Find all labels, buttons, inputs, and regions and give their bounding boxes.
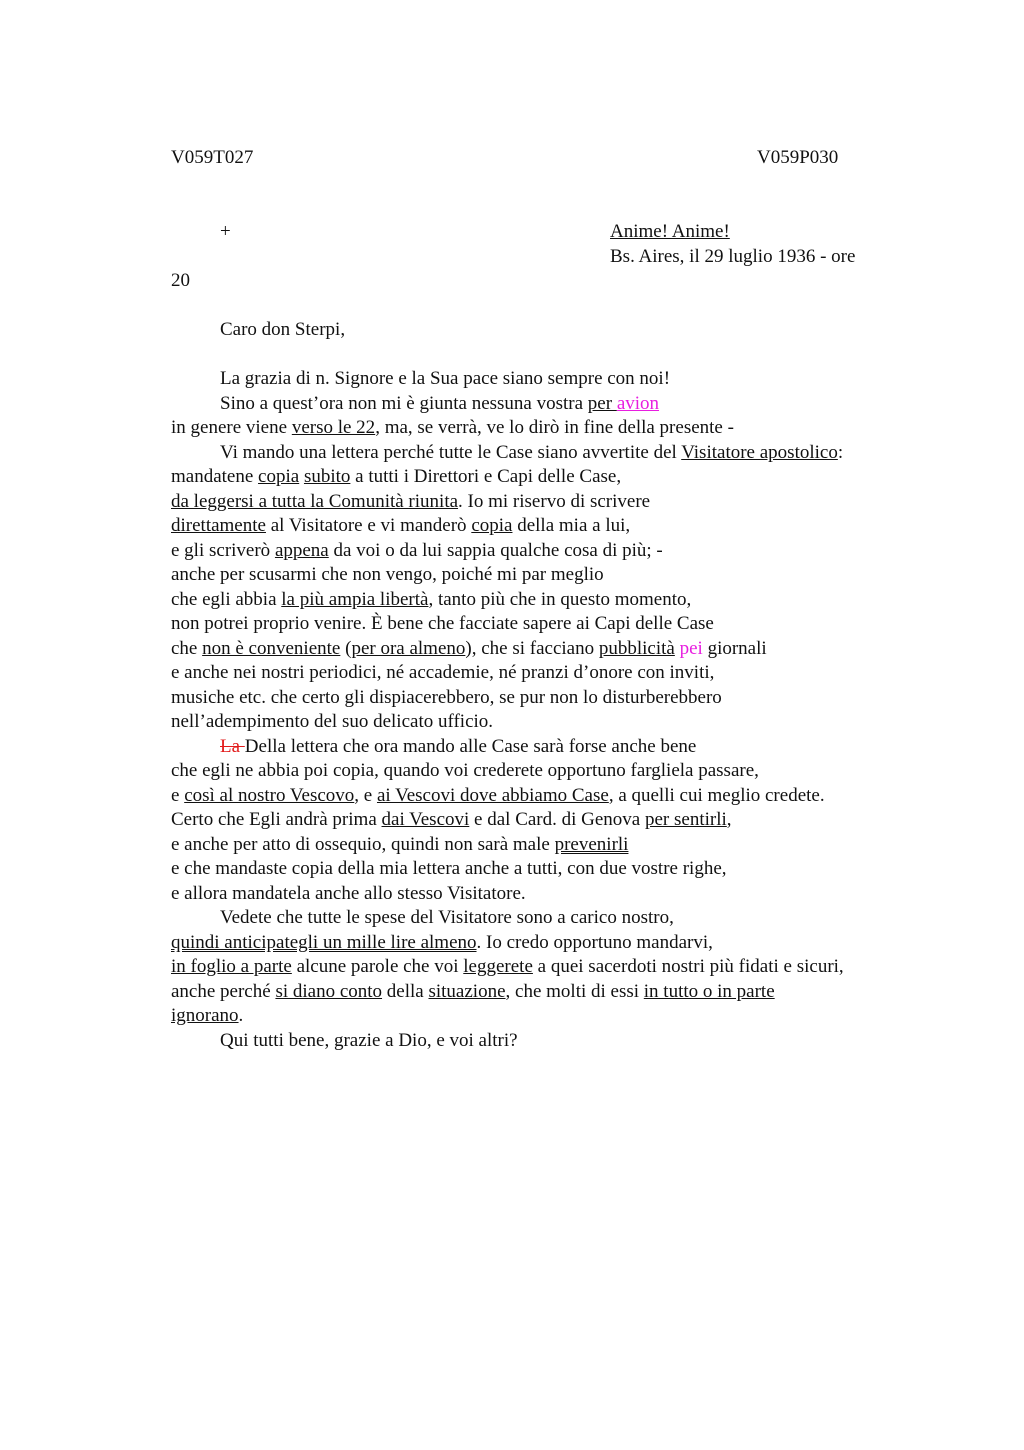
text-segment: in genere viene [171, 417, 292, 438]
letter-line [171, 955, 931, 980]
text-segment: giornali [702, 637, 767, 659]
text-segment: Vedete che tutte le spese del Visitatore sono a carico nostro, [220, 907, 674, 928]
text-segment: leggerete [463, 956, 533, 977]
text-segment: in foglio a parte [171, 956, 292, 977]
text-segment: Vi mando una lettera perché tutte le Case siano avvertite del [220, 441, 682, 463]
document-code-right: V059P030 [757, 147, 839, 168]
text-segment: dai Vescovi [381, 809, 470, 830]
text-segment: per [587, 392, 617, 414]
letter-line [171, 465, 931, 490]
text-segment: e anche nei nostri periodici, né accademie, né pranzi d’onore con inviti, [171, 662, 715, 683]
text-segment: . Io mi riservo di scrivere [458, 490, 651, 512]
letter-line [171, 661, 931, 686]
letter-line [171, 637, 931, 662]
document-code-left: V059T027 [171, 147, 254, 168]
text-segment: . [238, 1005, 244, 1026]
text-segment: quindi anticipategli un mille lire almeno [171, 931, 477, 953]
letter-line [171, 392, 931, 417]
text-segment: , ma, se verrà, ve lo dirò in fine della presente - [375, 417, 734, 438]
salutation: Caro don Sterpi, [220, 319, 346, 340]
letter-line [171, 367, 931, 392]
text-segment: da leggersi a tutta la Comunità riunita [171, 490, 459, 512]
text-segment: anche per scusarmi che non vengo, poiché mi par meglio [171, 564, 604, 585]
letter-line [171, 1004, 931, 1029]
letter-line [171, 514, 931, 539]
text-segment: e che mandaste copia della mia lettera anche a tutti, con due vostre righe, [171, 858, 727, 879]
text-segment: a tutti i Direttori e Capi delle Case, [350, 466, 622, 487]
text-segment: , che molti di essi [505, 980, 644, 1002]
text-segment: nell’adempimento del suo delicato ufficio. [171, 711, 494, 732]
text-segment: e gli scriverò [171, 539, 275, 561]
text-segment: da voi o da lui sappia qualche cosa di più; - [328, 539, 663, 561]
letter-line [171, 588, 931, 613]
text-segment: per ora almeno [351, 637, 466, 659]
letter-line [171, 1029, 931, 1054]
text-segment: : [837, 441, 844, 463]
text-segment: , tanto più che in questo momento, [428, 588, 692, 610]
letter-line [171, 784, 931, 809]
letter-line [171, 906, 931, 931]
letter-line [171, 416, 931, 441]
text-segment: appena [274, 539, 329, 561]
text-segment: ( [340, 637, 352, 659]
text-segment: che egli ne abbia poi copia, quando voi crederete opportuno fargliela passare, [171, 760, 759, 781]
letter-line [171, 735, 931, 760]
letter-line [171, 980, 931, 1005]
text-segment: al Visitatore e vi manderò [265, 515, 472, 536]
text-segment: della mia a lui, [512, 515, 631, 536]
text-segment: copia [471, 515, 513, 536]
text-segment: musiche etc. che certo gli dispiacerebbero, se pur non lo disturberebbero [171, 686, 722, 708]
text-segment: , e [354, 784, 377, 806]
text-segment: e allora mandatela anche allo stesso Visitatore. [171, 882, 526, 904]
cross-symbol: + [220, 221, 231, 242]
text-segment: si diano conto [275, 980, 383, 1002]
text-segment: non potrei proprio venire. È bene che facciate sapere ai Capi delle Case [171, 613, 714, 634]
text-segment: La [220, 735, 245, 757]
text-segment: non è conveniente [202, 637, 341, 659]
letter-line [171, 857, 931, 882]
text-segment: la più ampia libertà [281, 588, 429, 610]
text-segment: della [382, 980, 429, 1002]
text-segment: mandatene [171, 466, 259, 487]
letter-line [171, 612, 931, 637]
text-segment: direttamente [171, 515, 266, 536]
text-segment: che [171, 637, 203, 659]
letter-line [171, 833, 931, 858]
text-segment: che egli abbia [171, 588, 282, 610]
letter-body [171, 367, 931, 1053]
text-segment: La grazia di n. Signore e la Sua pace siano sempre con noi! [220, 368, 671, 389]
text-segment: Visitatore apostolico [681, 441, 838, 463]
text-segment: Certo che Egli andrà prima [171, 809, 382, 830]
letter-line [171, 539, 931, 564]
text-segment: e anche per atto di ossequio, quindi non sarà male [171, 833, 555, 855]
text-segment: avion [616, 392, 660, 414]
text-segment: Della lettera che ora mando alle Case sarà forse anche bene [244, 735, 697, 757]
letter-line [171, 563, 931, 588]
letter-line [171, 759, 931, 784]
text-segment: e [171, 784, 185, 806]
text-segment: . Io credo opportuno mandarvi, [476, 931, 713, 953]
text-segment: situazione [428, 980, 506, 1002]
letter-line [171, 710, 931, 735]
text-segment: per sentirli [645, 809, 727, 830]
text-segment: pubblicità [598, 637, 675, 659]
text-segment: copia [258, 466, 300, 487]
text-segment: verso le 22 [291, 417, 376, 438]
text-segment: prevenirli [554, 833, 629, 855]
letter-line [171, 882, 931, 907]
motto: Anime! Anime! [610, 221, 730, 242]
text-segment: Qui tutti bene, grazie a Dio, e voi altri? [220, 1029, 518, 1051]
text-segment: ignorano [171, 1005, 239, 1026]
letter-line [171, 441, 931, 466]
text-segment: così al nostro Vescovo [184, 784, 355, 806]
text-segment: anche perché [171, 980, 276, 1002]
text-segment: in tutto o in parte [643, 980, 775, 1002]
letter-line [171, 490, 931, 515]
text-segment: a quei sacerdoti nostri più fidati e sicuri, [532, 956, 844, 977]
hour: 20 [171, 270, 190, 291]
text-segment: , [726, 809, 732, 830]
text-segment: alcune parole che voi [291, 956, 464, 977]
text-segment: ai Vescovi dove abbiamo Case [376, 784, 609, 806]
text-segment: Sino a quest’ora non mi è giunta nessuna vostra [220, 392, 588, 414]
text-segment: subito [303, 466, 351, 487]
text-segment: pei [679, 637, 703, 659]
place-date: Bs. Aires, il 29 luglio 1936 - ore [610, 245, 856, 267]
text-segment: e dal Card. di Genova [469, 809, 645, 830]
letter-line [171, 686, 931, 711]
letter-line [171, 931, 931, 956]
letter-line [171, 808, 931, 833]
text-segment: , a quelli cui meglio credete. [608, 784, 825, 806]
text-segment: ), che si facciano [465, 637, 599, 659]
